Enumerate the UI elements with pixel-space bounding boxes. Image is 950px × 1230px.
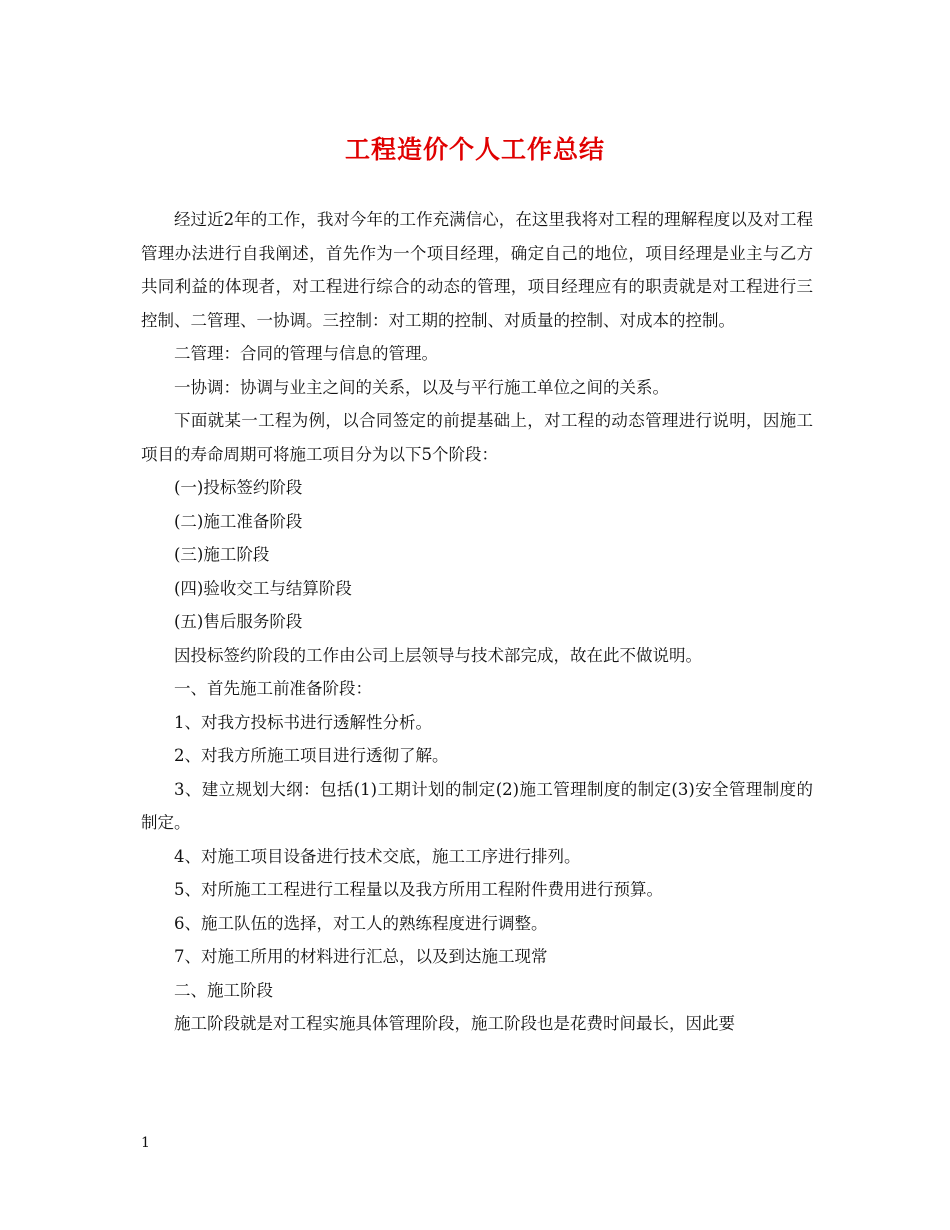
stage-item: (三)施工阶段 xyxy=(174,545,270,564)
section-heading-preparation: 一、首先施工前准备阶段： xyxy=(174,679,372,698)
list-item: 7、对施工所用的材料进行汇总，以及到达施工现常 xyxy=(174,947,548,966)
page-number: 1 xyxy=(141,1135,150,1151)
document-body xyxy=(141,203,813,1041)
stage-item: (二)施工准备阶段 xyxy=(174,511,303,531)
document-title: 工程造价个人工作总结 xyxy=(344,135,605,164)
list-item: 1、对我方投标书进行透解性分析。 xyxy=(174,712,432,732)
stage-item: (五)售后服务阶段 xyxy=(174,612,303,631)
list-item: 2、对我方所施工项目进行透彻了解。 xyxy=(174,746,449,765)
section-heading-construction: 二、施工阶段 xyxy=(174,980,273,1000)
paragraph-construction: 施工阶段就是对工程实施具体管理阶段，施工阶段也是花费时间最长，因此要 xyxy=(174,1014,735,1033)
paragraph-one-coordination: 一协调：协调与业主之间的关系，以及与平行施工单位之间的关系。 xyxy=(174,377,669,397)
list-item: 4、对施工项目设备进行技术交底，施工工序进行排列。 xyxy=(174,846,581,866)
paragraph-intro: 经过近2年的工作，我对今年的工作充满信心，在这里我将对工程的理解程度以及对工程管理办法进行自我阐述，首先作为一个项目经理，确定自己的地位，项目经理是业主与乙方共同利益的体现者，对工程进行综合的动态的管理，项目经理应有的职责就是对工程进行三控制、二管理、一协调。三控制：对工期的控制、对质量的控制、对成本的控制。 xyxy=(141,210,813,330)
list-item: 5、对所施工工程进行工程量以及我方所用工程附件费用进行预算。 xyxy=(174,880,663,899)
stage-item: (四)验收交工与结算阶段 xyxy=(174,578,352,598)
list-item: 6、施工队伍的选择，对工人的熟练程度进行调整。 xyxy=(174,913,548,933)
paragraph-stages-intro: 下面就某一工程为例，以合同签定的前提基础上，对工程的动态管理进行说明，因施工项目的寿命周期可将施工项目分为以下5个阶段： xyxy=(141,411,813,464)
list-item: 3、建立规划大纲：包括(1)工期计划的制定(2)施工管理制度的制定(3)安全管理制度的制定。 xyxy=(141,779,813,832)
paragraph-bidding-note: 因投标签约阶段的工作由公司上层领导与技术部完成，故在此不做说明。 xyxy=(174,645,702,665)
stage-item: (一)投标签约阶段 xyxy=(174,478,303,497)
paragraph-two-management: 二管理：合同的管理与信息的管理。 xyxy=(174,344,438,363)
